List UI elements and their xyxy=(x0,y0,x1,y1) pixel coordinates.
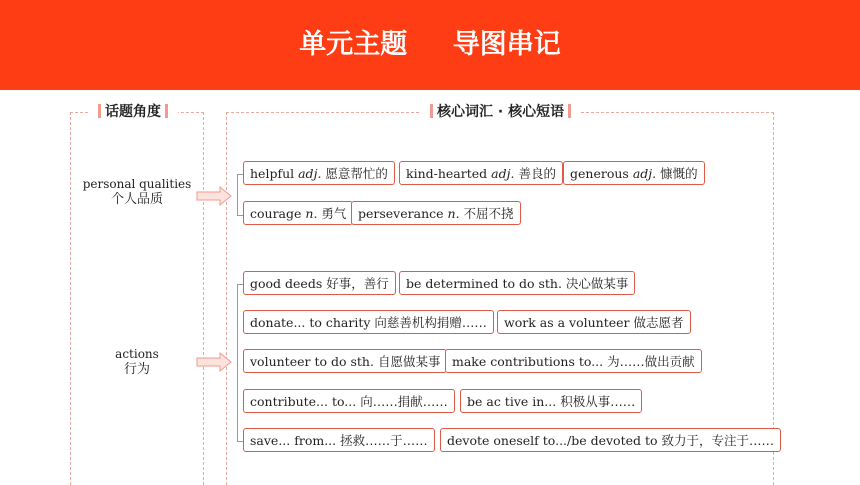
category-zh: 个人品质 xyxy=(110,192,163,207)
vocab-chip: kind-hearted adj. 善良的 xyxy=(399,161,563,185)
page-title xyxy=(0,0,860,90)
topic-panel xyxy=(70,112,204,485)
category-en: actions xyxy=(115,347,159,361)
phrase-chip: devote oneself to.../be devoted to 致力于，专注于…… xyxy=(440,428,781,452)
vocab-chip: courage n. 勇气 xyxy=(243,201,353,225)
topic-panel-title: 话题角度 xyxy=(88,102,178,122)
vocab-chip: helpful adj. 愿意帮忙的 xyxy=(243,161,395,185)
arrow-right-icon xyxy=(196,186,232,206)
category-zh: 行为 xyxy=(123,362,150,377)
title-left: 单元主题 xyxy=(299,29,408,60)
phrase-chip: save... from... 拯救……于…… xyxy=(243,428,435,452)
phrase-chip: work as a volunteer 做志愿者 xyxy=(497,310,691,334)
category-personal-qualities xyxy=(78,176,196,208)
phrase-chip: donate... to charity 向慈善机构捐赠…… xyxy=(243,310,494,334)
phrase-chip: good deeds 好事，善行 xyxy=(243,271,396,295)
category-en: personal qualities xyxy=(82,177,192,191)
title-right: 导图串记 xyxy=(452,29,561,60)
phrase-chip: contribute... to... 向……捐献…… xyxy=(243,389,455,413)
phrase-chip: be ac tive in... 积极从事…… xyxy=(460,389,642,413)
phrase-chip: be determined to do sth. 决心做某事 xyxy=(399,271,635,295)
vocab-chip: perseverance n. 不屈不挠 xyxy=(351,201,521,225)
vocab-chip: generous adj. 慷慨的 xyxy=(563,161,705,185)
category-actions xyxy=(78,346,196,378)
phrase-chip: make contributions to... 为……做出贡献 xyxy=(445,349,702,373)
vocab-panel-title: 核心词汇 · 核心短语 xyxy=(420,102,581,122)
arrow-right-icon xyxy=(196,352,232,372)
phrase-chip: volunteer to do sth. 自愿做某事 xyxy=(243,349,447,373)
